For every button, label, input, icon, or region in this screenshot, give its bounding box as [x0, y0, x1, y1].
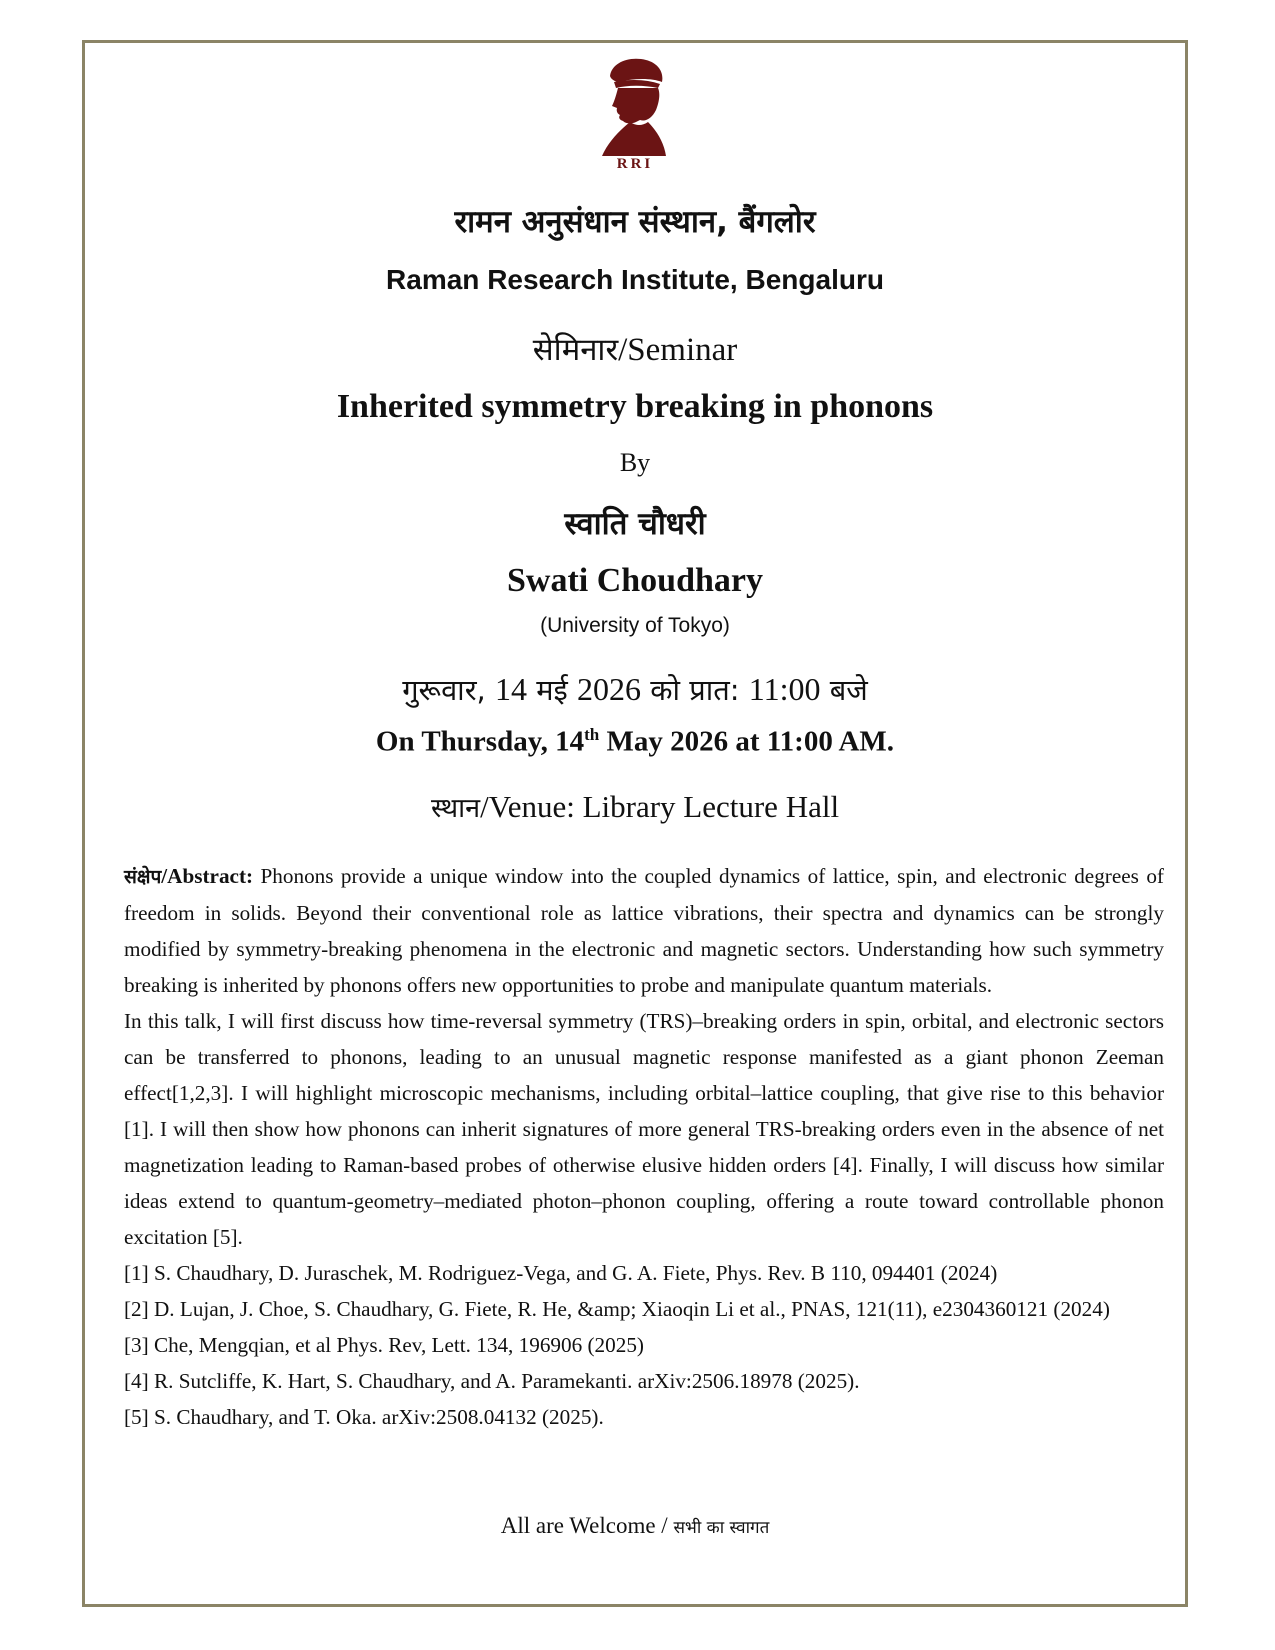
abstract-label-hindi: संक्षेप [124, 866, 162, 888]
abstract-section [124, 858, 1164, 1435]
date-english-sup: th [584, 725, 600, 744]
seminar-heading [82, 328, 1188, 370]
date-hindi-year: 2026 [577, 671, 642, 707]
institute-name-hindi: रामन अनुसंधान संस्थान, बैंगलोर [454, 204, 816, 240]
date-hindi-date: 14 [495, 671, 527, 707]
speaker-name-english: Swati Choudhary [506, 562, 763, 599]
by-label: By [619, 448, 651, 477]
reference-item: [4] R. Sutcliffe, K. Hart, S. Chaudhary, and A. Paramekanti. arXiv:2506.18978 (2025). [124, 1369, 860, 1393]
date-hindi-time: 11:00 [748, 671, 821, 707]
date-hindi [82, 670, 1188, 709]
date-hindi-at: को प्रात: [650, 673, 740, 707]
date-hindi-month: मई [536, 673, 568, 707]
seminar-hindi: सेमिनार [532, 332, 619, 368]
institute-name-english: Raman Research Institute, Bengaluru [386, 264, 884, 295]
date-english [82, 725, 1188, 759]
abstract-paragraph-1 [124, 858, 1164, 1003]
talk-title: Inherited symmetry breaking in phonons [336, 388, 934, 425]
reference-item: [3] Che, Mengqian, et al Phys. Rev, Lett. 134, 196906 (2025) [124, 1333, 644, 1357]
seminar-english: /Seminar [618, 332, 738, 368]
abstract-label [124, 864, 253, 888]
date-hindi-suffix: बजे [829, 673, 868, 707]
abstract-label-english: /Abstract: [161, 864, 254, 888]
venue-english: /Venue: Library Lecture Hall [480, 789, 840, 824]
welcome-line [82, 1513, 1188, 1539]
date-hindi-day: गुरूवार, [402, 673, 486, 707]
abstract-paragraph-2: In this talk, I will first discuss how time-reversal symmetry (TRS)–breaking orders in spin, orbital, and electronic sectors can be transferred to phonons, leading to an unusual magnetic response manifested as a giant phonon Zeeman effect[1,2,3]. I will highlight microscopic mechanisms, including orbital–lattice coupling, that give rise to this behavior [1]. I will then show how phonons can inherit signatures of more general TRS-breaking orders even in the absence of net magnetization leading to Raman-based probes of otherwise elusive hidden orders [4]. Finally, I will discuss how similar ideas extend to quantum-geometry–mediated photon–phonon coupling, offering a route toward controllable phonon excitation [5]. [124, 1009, 1164, 1249]
logo-text: RRI [616, 156, 654, 170]
speaker-name-hindi: स्वाति चौधरी [564, 506, 706, 542]
welcome-english: All are Welcome / [500, 1513, 674, 1538]
venue [82, 788, 1188, 825]
speaker-affiliation: (University of Tokyo) [540, 614, 730, 637]
reference-item: [2] D. Lujan, J. Choe, S. Chaudhary, G. Fiete, R. He, &amp; Xiaoqin Li et al., PNAS, 121(11), e2304360121 (2024) [124, 1297, 1110, 1321]
reference-item: [1] S. Chaudhary, D. Juraschek, M. Rodriguez-Vega, and G. A. Fiete, Phys. Rev. B 110, 094401 (2024) [124, 1261, 998, 1285]
welcome-hindi: सभी का स्वागत [673, 1518, 770, 1538]
date-english-prefix: On Thursday, 14 [375, 725, 585, 758]
rri-logo [590, 52, 680, 170]
references-list [124, 1255, 1164, 1435]
venue-hindi: स्थान [430, 793, 481, 824]
reference-item: [5] S. Chaudhary, and T. Oka. arXiv:2508.04132 (2025). [124, 1405, 604, 1429]
date-english-suffix: May 2026 at 11:00 AM. [599, 725, 895, 758]
abstract-text-1: Phonons provide a unique window into the coupled dynamics of lattice, spin, and electronic degrees of freedom in solids. Beyond their conventional role as lattice vibrations, their spectra and dynamics can be strongly modified by symmetry-breaking phenomena in the electronic and magnetic sectors. Understanding how such symmetry breaking is inherited by phonons offers new opportunities to probe and manipulate quantum materials. [124, 864, 1164, 997]
